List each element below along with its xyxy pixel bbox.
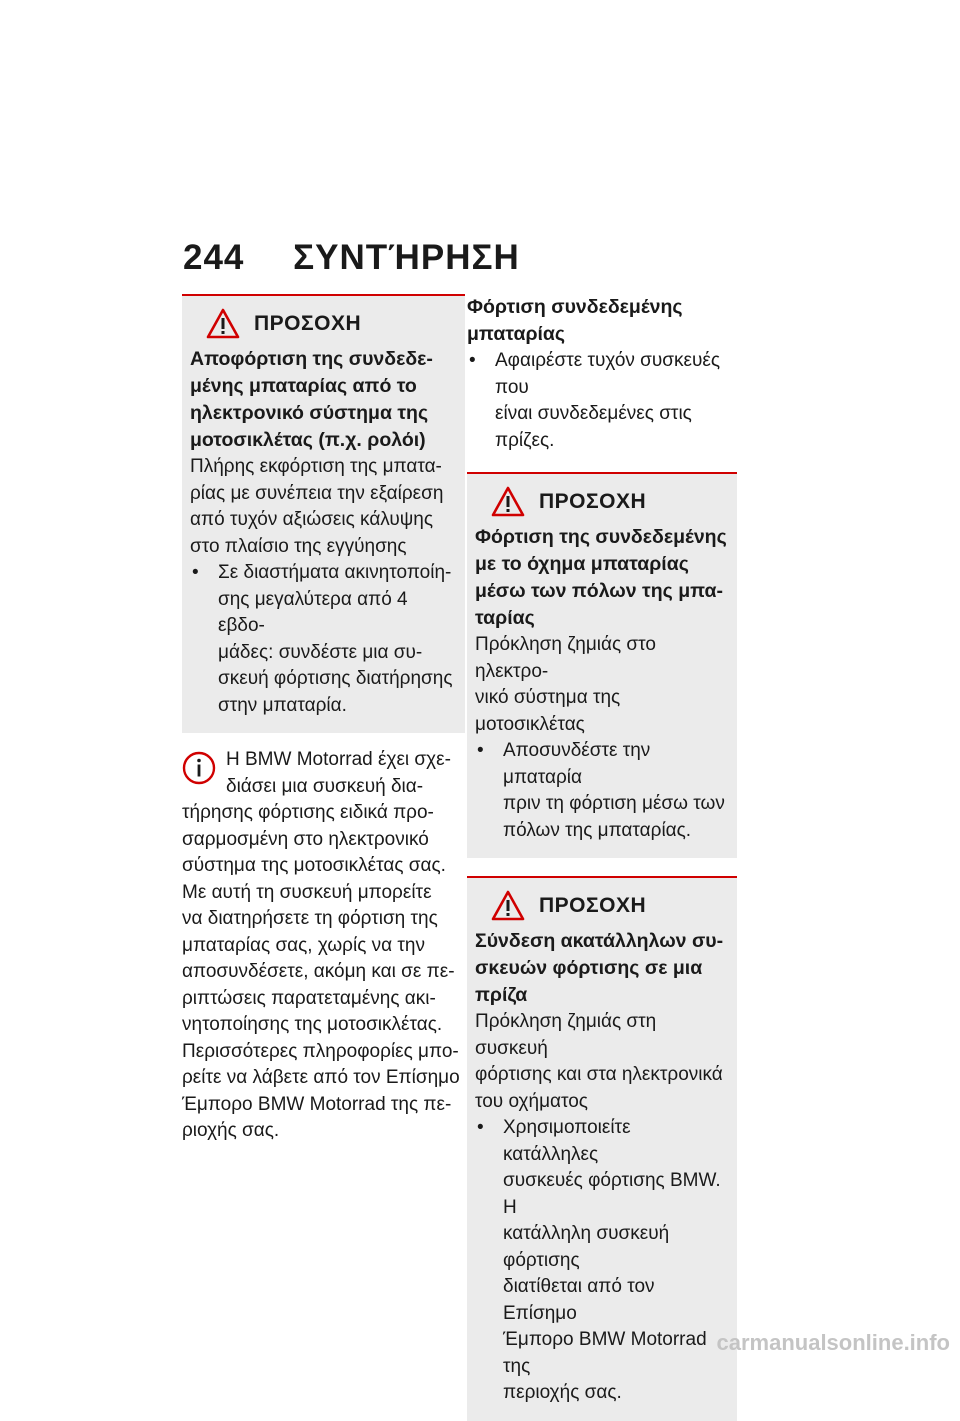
- info-line: ριοχής σας.: [182, 1120, 280, 1141]
- heading-line: ηλεκτρονικό σύστημα της: [190, 402, 429, 424]
- info-note: [182, 747, 465, 1145]
- warning-box-2: [467, 472, 737, 858]
- warning-header: [190, 308, 455, 340]
- bullet-line: πόλων της μπαταρίας.: [503, 819, 692, 841]
- heading-line: μοτοσικλέτας (π.χ. ρολόι): [190, 429, 426, 451]
- warning-box-1: [182, 294, 465, 733]
- warning-box-3: [467, 876, 737, 1421]
- text-line: του οχήματος: [475, 1090, 588, 1112]
- heading-line: Σύνδεση ακατάλληλων συ-: [475, 930, 724, 952]
- text-line: φόρτισης και στα ηλεκτρονικά: [475, 1064, 723, 1085]
- info-line: να διατηρήσετε τη φόρτιση της: [182, 908, 438, 929]
- right-column: [467, 294, 737, 1421]
- heading-line: ταρίας: [475, 607, 535, 629]
- text-line: από τυχόν αξιώσεις κάλυψης: [190, 509, 434, 530]
- heading-line: μπαταρίας: [467, 323, 566, 345]
- info-line: διάσει μια συσκευή δια-: [226, 775, 424, 797]
- heading-line: μέσω των πόλων της μπα-: [475, 580, 724, 602]
- bullet-line: συσκευές φόρτισης BMW. Η: [503, 1170, 721, 1218]
- warning-title: ΠΡΟΣΟΧΗ: [539, 490, 647, 513]
- info-line: τήρησης φόρτισης ειδικά προ-: [182, 802, 434, 823]
- warning-heading: [475, 524, 727, 632]
- left-column: [182, 294, 465, 1145]
- info-line: Έμπορο BMW Motorrad της πε-: [182, 1093, 452, 1115]
- warning-bullet: [475, 738, 727, 844]
- bullet-line: σης μεγαλύτερα από 4 εβδο-: [218, 588, 408, 636]
- bullet-line: στην μπαταρία.: [218, 694, 347, 716]
- warning-bullet: [190, 560, 455, 719]
- watermark[interactable]: carmanualsonline.info: [716, 1330, 950, 1355]
- warning-icon: [491, 890, 525, 922]
- page-number: 244: [183, 238, 245, 277]
- warning-text: [475, 632, 727, 738]
- text-line: στο πλαίσιο της εγγύησης: [190, 535, 407, 557]
- section-heading: [467, 294, 737, 348]
- text-line: Πρόκληση ζημιάς στη συσκευή: [475, 1011, 657, 1059]
- info-line: Η BMW Motorrad έχει σχε-: [226, 749, 451, 770]
- info-line: σαρμοσμένη στο ηλεκτρονικό: [182, 828, 429, 850]
- info-line: αποσυνδέσετε, ακόμη και σε πε-: [182, 961, 455, 982]
- bullet-line: είναι συνδεδεμένες στις πρίζες.: [495, 403, 692, 451]
- warning-title: ΠΡΟΣΟΧΗ: [539, 894, 647, 917]
- info-line: νητοποίησης της μοτοσικλέτας.: [182, 1014, 443, 1035]
- bullet-line: • Αποσυνδέστε την μπαταρία: [503, 740, 651, 788]
- info-icon: [182, 751, 216, 785]
- heading-line: μένης μπαταρίας από το: [190, 375, 417, 397]
- charging-section: [467, 294, 737, 454]
- bullet-line: περιοχής σας.: [503, 1382, 622, 1403]
- bullet-line: • Αφαιρέστε τυχόν συσκευές που: [495, 350, 720, 398]
- info-line: μπαταρίας σας, χωρίς να την: [182, 934, 425, 956]
- warning-header: [475, 486, 727, 518]
- info-line: σύστημα της μοτοσικλέτας σας.: [182, 855, 446, 876]
- bullet-line: • Χρησιμοποιείτε κατάλληλες: [503, 1117, 631, 1165]
- warning-heading: [475, 928, 727, 1009]
- bullet-line: διατίθεται από τον Επίσημο: [503, 1276, 655, 1324]
- warning-icon: [206, 308, 240, 340]
- warning-heading: [190, 346, 455, 454]
- heading-line: Φόρτιση της συνδεδεμένης: [475, 526, 727, 548]
- heading-line: Φόρτιση συνδεδεμένης: [467, 296, 683, 318]
- bullet-line: Έμπορο BMW Motorrad της: [503, 1329, 707, 1377]
- bullet-line: πριν τη φόρτιση μέσω των: [503, 793, 725, 814]
- warning-text: [475, 1009, 727, 1115]
- text-line: Πλήρης εκφόρτιση της μπατα-: [190, 456, 442, 477]
- warning-text: [190, 454, 455, 560]
- spacer: [467, 858, 737, 876]
- bullet-line: • Σε διαστήματα ακινητοποίη-: [218, 562, 452, 583]
- warning-icon: [491, 486, 525, 518]
- info-line: Με αυτή τη συσκευή μπορείτε: [182, 881, 432, 903]
- heading-line: με το όχημα μπαταρίας: [475, 553, 689, 575]
- info-line: Περισσότερες πληροφορίες μπο-: [182, 1040, 459, 1062]
- info-line: ριπτώσεις παρατεταμένης ακι-: [182, 987, 436, 1009]
- info-line: ρείτε να λάβετε από τον Επίσημο: [182, 1067, 460, 1088]
- heading-line: σκευών φόρτισης σε μια: [475, 957, 703, 979]
- chapter-title: ΣΥΝΤΉΡΗΣΗ: [293, 238, 520, 277]
- warning-bullet: [475, 1115, 727, 1407]
- section-bullet: [467, 348, 737, 454]
- text-line: ρίας με συνέπεια την εξαίρεση: [190, 482, 444, 504]
- heading-line: Αποφόρτιση της συνδεδε-: [190, 348, 433, 370]
- bullet-line: κατάλληλη συσκευή φόρτισης: [503, 1223, 670, 1271]
- bullet-line: σκευή φόρτισης διατήρησης: [218, 668, 453, 689]
- bullet-line: μάδες: συνδέστε μια συ-: [218, 641, 423, 663]
- heading-line: πρίζα: [475, 984, 528, 1006]
- page-header: [183, 238, 520, 278]
- spacer: [467, 454, 737, 472]
- text-line: νικό σύστημα της μοτοσικλέτας: [475, 687, 621, 735]
- warning-title: ΠΡΟΣΟΧΗ: [254, 312, 362, 335]
- warning-header: [475, 890, 727, 922]
- text-line: Πρόκληση ζημιάς στο ηλεκτρο-: [475, 634, 656, 682]
